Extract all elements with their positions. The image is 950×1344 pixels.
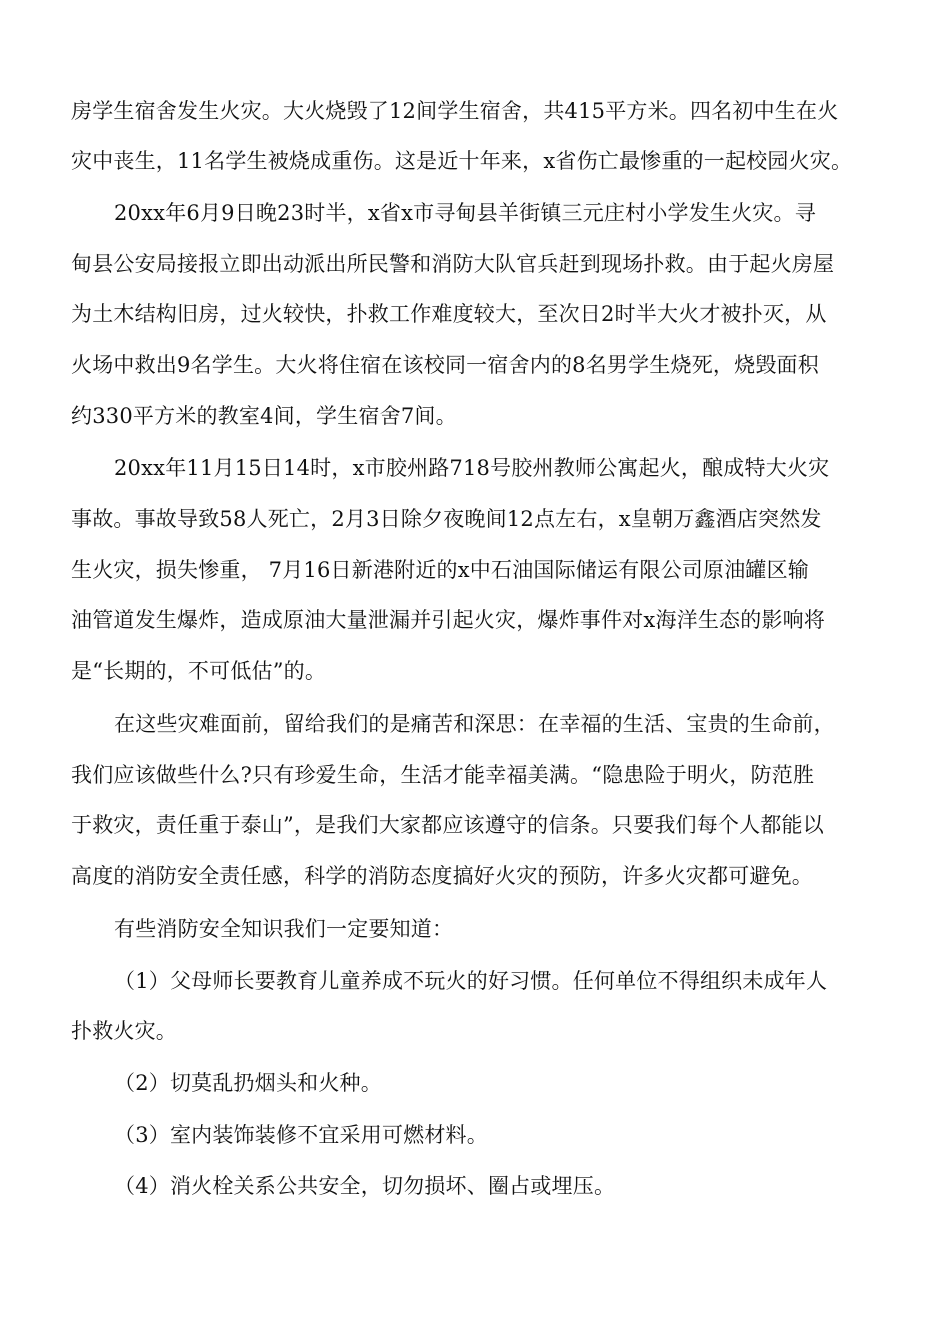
text-line: 灾中丧生，11名学生被烧成重伤。这是近十年来，x省伤亡最惨重的一起校园火灾。 — [71, 149, 853, 173]
text-line: 房学生宿舍发生火灾。大火烧毁了12间学生宿舍，共415平方米。四名初中生在火 — [71, 99, 839, 123]
text-line: 火场中救出9名学生。大火将住宿在该校同一宿舍内的8名男学生烧死，烧毁面积 — [71, 353, 819, 377]
text-line: 甸县公安局接报立即出动派出所民警和消防大队官兵赶到现场扑救。由于起火房屋 — [71, 252, 835, 276]
text-line: 为土木结构旧房，过火较快，扑救工作难度较大，至次日2时半大火才被扑灭，从 — [71, 302, 827, 326]
list-item: （2）切莫乱扔烟头和火种。 — [114, 1071, 382, 1095]
text-line: 油管道发生爆炸，造成原油大量泄漏并引起火灾，爆炸事件对x海洋生态的影响将 — [71, 608, 826, 632]
list-item: （1）父母师长要教育儿童养成不玩火的好习惯。任何单位不得组织未成年人 — [114, 969, 828, 993]
text-line: 约330平方米的教室4间，学生宿舍7间。 — [71, 404, 457, 428]
list-item: （3）室内装饰装修不宜采用可燃材料。 — [114, 1123, 488, 1147]
text-line: 事故。事故导致58人死亡，2月3日除夕夜晚间12点左右，x皇朝万鑫酒店突然发 — [71, 507, 822, 531]
text-line: 在这些灾难面前，留给我们的是痛苦和深思：在幸福的生活、宝贵的生命前， — [114, 712, 835, 736]
text-line: 生火灾，损失惨重， 7月16日新港附近的x中石油国际储运有限公司原油罐区输 — [71, 558, 809, 582]
text-line: 于救灾，责任重于泰山”，是我们大家都应该遵守的信条。只要我们每个人都能以 — [71, 813, 824, 837]
list-item: （4）消火栓关系公共安全，切勿损坏、圈占或埋压。 — [114, 1174, 616, 1198]
text-line: 是“长期的，不可低估”的。 — [71, 659, 327, 683]
text-line: 20xx年6月9日晚23时半，x省x市寻甸县羊街镇三元庄村小学发生火灾。寻 — [114, 201, 816, 225]
text-line: 有些消防安全知识我们一定要知道： — [114, 917, 454, 941]
text-line: 我们应该做些什么?只有珍爱生命，生活才能幸福美满。“隐患险于明火，防范胜 — [71, 763, 815, 787]
text-line: 扑救火灾。 — [71, 1019, 177, 1043]
text-line: 20xx年11月15日14时，x市胶州路718号胶州教师公寓起火，酿成特大火灾 — [114, 456, 830, 480]
text-line: 高度的消防安全责任感，科学的消防态度搞好火灾的预防，许多火灾都可避免。 — [71, 864, 813, 888]
